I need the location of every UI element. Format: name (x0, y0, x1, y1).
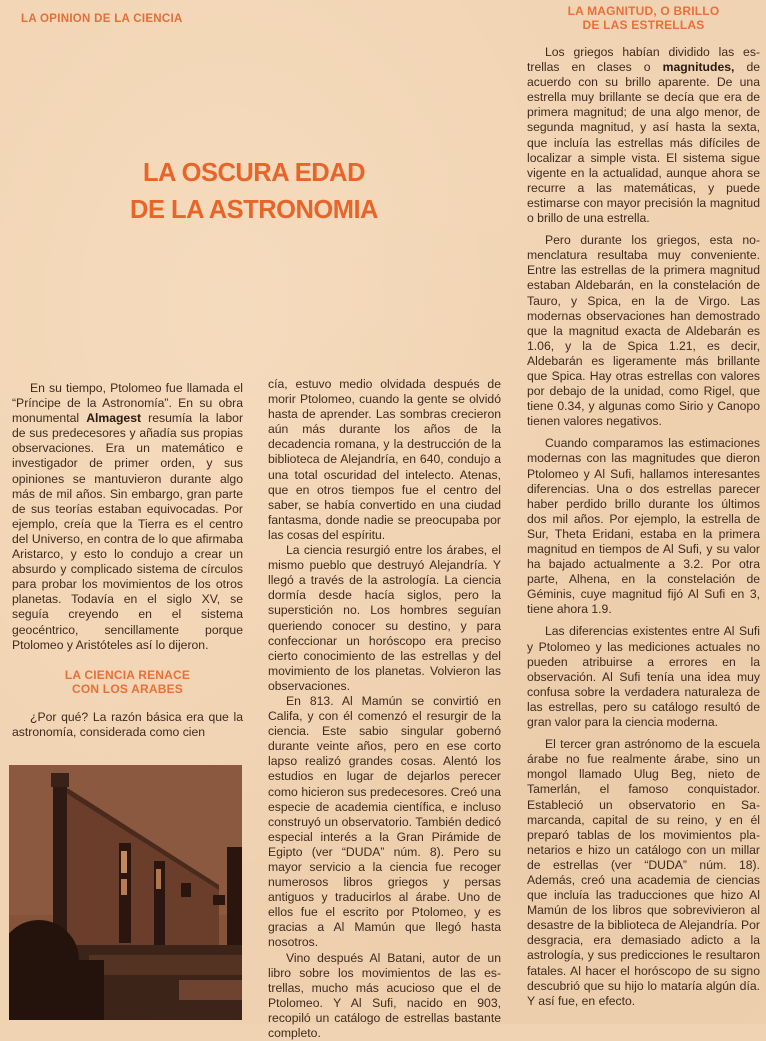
paragraph: Los griegos habían dividido las estrellas en clases o magnitudes, de acuerdo con su brillo aparente. De una estrella muy brillante se decía que era de primera magnitud; de una algo menor, de segunda magnitud, y así hasta la sexta, que incluía las estrellas más difíciles de localizar a simple vista. El sistema sigue vigente en la actualidad, aunque ahora se recurre a las matemáticas, y puede estimarse con mayor precisión la magnitud o brillo de una estrella. (527, 45, 760, 226)
paragraph: La ciencia resurgió entre los árabes, el mismo pueblo que destruyó Alejandría. Y llegó a través de la astrología. La ciencia dormía desde hacía siglos, pero la superstición no. Los hombres seguían queriendo conocer su destino, y para confeccionar un horóscopo era preciso cierto conocimiento de las estrellas y del movimiento de los planetas. Volvieron las observaciones. (268, 543, 501, 693)
paragraph: En 813. Al Mamún se convirtió en Califa, y con él comenzó el resurgir de la ciencia. Este sabio singular gobernó durante veinte años, pero en ese corto lapso realizó grandes cosas. Alentó los estudios en lugar de dejarlos perecer como hicieron sus predecesores. Creó una especie de academia científica, e incluso construyó un observatorio. También dedicó especial interés a la Gran Pirámide de Egipto (ver “DUDA” núm. 8). Pero su mayor servicio a la ciencia fue recoger numerosos libros griegos y persas antiguos y traducirlos al árabe. Uno de ellos fue el escrito por Ptolomeo, y es gracias a Al Mamún que llegó hasta nosotros. (268, 693, 501, 950)
bold-term-magnitudes: magnitudes, (662, 60, 735, 75)
column-3 (527, 45, 760, 1009)
paragraph: cía, estuvo medio olvidada después de morir Ptolomeo, cuando la gente se olvidó hasta de aprender. Las sombras crecieron aún más durante los años de la decadencia romana, y la destrucción de la biblioteca de Alejandría, en 640, condujo a una total oscuridad del intelecto. Atenas, que en otros tiempos fue el centro del saber, se había convertido en una ciudad fantasma, donde nadie se preocupaba por las cosas del espíritu. (268, 377, 501, 542)
paragraph: Cuando comparamos las estimaciones modernas con las magnitudes que dieron Ptolomeo y Al Sufi, hallamos interesantes diferencias. Una o dos estrellas parecer haber perdido brillo durante los últimos dos mil años. Por ejemplo, la estrella de Sur, Theta Eridani, estaba en la primera magnitud en tiempos de Al Sufi, y su valor ha bajado actualmente a 3.2. Por otra parte, Alhena, en la constelación de Géminis, cuye magnitud fijó Al Sufi en 3, tiene ahora 1.9. (527, 436, 760, 617)
article-title-line-2: DE LA ASTRONOMIA (130, 196, 378, 224)
subheading-magnitud: LA MAGNITUD, O BRILLO DE LAS ESTRELLAS (567, 4, 720, 32)
observatory-illustration (9, 765, 242, 1020)
paragraph: Las diferencias existentes entre Al Sufi y Ptolomeo y las mediciones actuales no pueden atribuirse a errores en la observación. Al Sufi tenía una idea muy confusa sobre la verdadera naturaleza de las estrellas, pero su catálogo resultó de gran valor para la ciencia moderna. (527, 624, 760, 730)
section-tag: LA OPINION DE LA CIENCIA (21, 13, 183, 25)
paragraph: El tercer gran astrónomo de la escuela árabe no fue realmente árabe, sino un mongol llamado Ulug Beg, nieto de Tamerlán, el famoso conquistador. Estableció un observatorio en Samarcanda, capital de su reino, y en él preparó tablas de los movimientos planetarios e hizo un catálogo con un millar de estrellas (ver “DUDA” núm. 18). Además, creó una academia de ciencias que incluía las traducciones que hizo Al Mamún de los libros que sobrevivieron al desastre de la biblioteca de Alejandría. Por desgracia, era demasiado adicto a la astrología, y sus predicciones le resultaron fatales. Al hacer el horóscopo de su signo descubrió que su hijo lo mataría algún día. Y así fue, en efecto. (527, 737, 760, 1008)
paragraph: Pero durante los griegos, esta nomenclatura resultaba muy conveniente. Entre las estrellas de la primera magnitud estaban Aldebarán, en la constelación de Tauro, y Spica, en la de Virgo. Las modernas observaciones han demostrado que la magnitud exacta de Aldebarán es 1.06, y la de Spica 1.21, es decir, Aldebarán es ligeramente más brillante que Spica. Hay otras estrellas con valores por debajo de la unidad, como Rigel, que tiene 0.34, y algunas como Sirio y Canopo tienen valores negativos. (527, 233, 760, 429)
subheading-ciencia-renace: LA CIENCIA RENACE CON LOS ARABES (64, 667, 191, 696)
paragraph: ¿Por qué? La razón básica era que la astronomía, considerada como cien (12, 709, 243, 739)
bold-term-almagest: Almagest (86, 411, 142, 426)
article-title-line-1: LA OSCURA EDAD (142, 159, 366, 187)
column-1 (12, 381, 243, 740)
paragraph: En su tiempo, Ptolomeo fue llamada el “Príncipe de la Astronomía”. En su obra monumental Almagest resumía la labor de sus predecesores y añadía sus propias observaciones. Era un matemático e investigador de primer orden, y sus opiniones se mantuvieron durante algo más de mil años. Sin embargo, gran parte de sus teorías estaban equivocadas. Por ejemplo, creía que la Tierra es el centro del Universo, en contra de lo que afirmaba Aristarco, y esto lo condujo a crear un absurdo y complicado sistema de círculos para probar los movimientos de los otros planetas. Todavía en el siglo XV, se seguía creyendo en el sistema geocéntrico, sencillamente porque Ptolomeo y Aristóteles así lo dijeron. (12, 381, 243, 652)
column-2 (268, 377, 501, 1041)
observatory-photo (9, 765, 242, 1020)
article-title (102, 155, 406, 229)
paragraph: Vino después Al Batani, autor de un libro sobre los movimientos de las estrellas, mucho más acucioso que el de Ptolomeo. Y Al Sufi, nacido en 903, recopiló un catálogo de estrellas bastante completo. (268, 950, 501, 1041)
